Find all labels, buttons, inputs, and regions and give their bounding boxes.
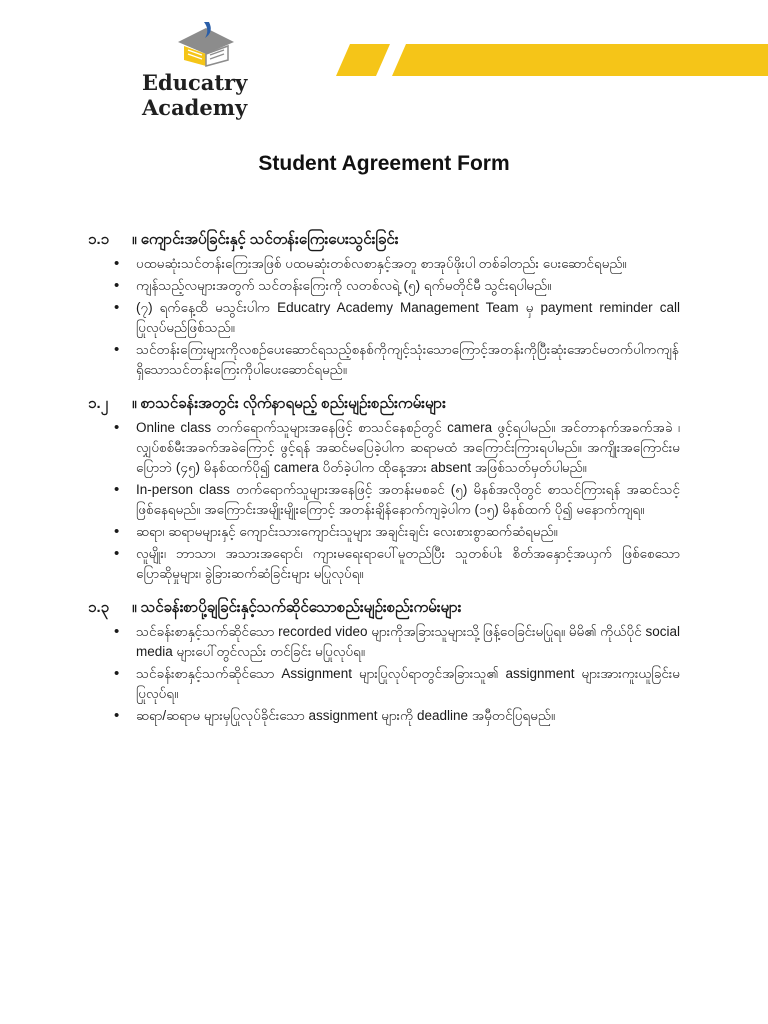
rules-list <box>88 254 680 380</box>
section-1-2 <box>88 394 680 584</box>
rules-list <box>88 418 680 584</box>
section-1-3 <box>88 598 680 726</box>
section-title: ။ စာသင်ခန်းအတွင်း လိုက်နာရမည့် စည်းမျဉ်းစည်းကမ်းများ <box>132 395 446 412</box>
section-heading <box>88 598 680 620</box>
brand-line-2: Academy <box>142 95 248 120</box>
section-1-1 <box>88 230 680 380</box>
section-number: ၁.၂ <box>88 395 108 412</box>
logo <box>140 20 240 68</box>
rules-list <box>88 622 680 726</box>
list-item: • ကျန်သည့်လများအတွက် သင်တန်းကြေးကို လတစ်လရဲ့ (၅) ရက်မတိုင်မီ သွင်းရပါမည်။ <box>88 276 680 296</box>
list-item: • လူမျိုး၊ ဘာသာ၊ အသားအရောင်၊ ကျားမရေးရာပေါ်မူတည်ပြီး သူတစ်ပါး စိတ်အနှောင့်အယှက် ဖြစ်စေသော ပြောဆိုမှုများ၊ ခွဲခြားဆက်ဆံခြင်းများ မပြုလုပ်ရ။ <box>88 544 680 584</box>
section-heading <box>88 394 680 416</box>
list-item: • သင်ခန်းစာနှင့်သက်ဆိုင်သော Assignment များပြုလုပ်ရာတွင်အခြားသူ၏ assignment များအားကူးယူခြင်းမပြုလုပ်ရ။ <box>88 664 680 704</box>
book-logo-icon <box>174 20 238 68</box>
list-item: • သင်ခန်းစာနှင့်သက်ဆိုင်သော recorded video များကိုအခြားသူများသို့ဖြန့်ဝေခြင်းမပြုရ။ မိမိ၏ ကိုယ်ပိုင် social media များပေါ်တွင်လည်း တင်ခြင်း မပြုလုပ်ရ။ <box>88 622 680 662</box>
list-item: • Online class တက်ရောက်သူများအနေဖြင့် စာသင်နေစဉ်တွင် camera ဖွင့်ရပါမည်။ အင်တာနက်အခက်အခဲ ၊ လျှပ်စစ်မီးအခက်အခဲကြောင့် ဖွင့်ရန် အဆင်မပြေခဲ့ပါက ဆရာမထံ အကြောင်းကြားရပါမည်။ အကျိုးအကြောင်းမပြောဘဲ (၄၅) မိနစ်ထက်ပို၍ camera ပိတ်ခဲ့ပါက ထိုနေ့အား absent အဖြစ်သတ်မှတ်ပါမည်။ <box>88 418 680 478</box>
list-item: • သင်တန်းကြေးများကိုလစဉ်ပေးဆောင်ရသည့်စနစ်ကိုကျင့်သုံးသောကြောင့်အတန်းကိုပြီးဆုံးအောင်မတက်ပါကကျန်ရှိသောသင်တန်းကြေးကိုပါပေးဆောင်ရမည်။ <box>88 340 680 380</box>
section-title: ။ ကျောင်းအပ်ခြင်းနှင့် သင်တန်းကြေးပေးသွင်းခြင်း <box>132 231 399 248</box>
section-number: ၁.၁ <box>88 231 110 248</box>
page-title: Student Agreement Form <box>258 152 510 175</box>
section-title: ။ သင်ခန်းစာပို့ချခြင်းနှင့်သက်ဆိုင်သောစည်းမျဉ်းစည်းကမ်းများ <box>132 599 462 616</box>
section-number: ၁.၃ <box>88 599 110 616</box>
list-item: • ဆရာ/ဆရာမ များမှပြုလုပ်ခိုင်းသော assignment များကို deadline အမှီတင်ပြရမည်။ <box>88 706 680 726</box>
section-heading <box>88 230 680 252</box>
brand-line-1: Educatry <box>142 70 248 95</box>
list-item: • (၇) ရက်နေ့ထိ မသွင်းပါက Educatry Academy Management Team မှ payment reminder call ပြုလုပ်မည်ဖြစ်သည်။ <box>88 298 680 338</box>
list-item: • ပထမဆုံးသင်တန်းကြေးအဖြစ် ပထမဆုံးတစ်လစာနှင့်အတူ စာအုပ်ဖိုးပါ တစ်ခါတည်း ပေးဆောင်ရမည်။ <box>88 254 680 274</box>
agreement-content <box>88 230 680 740</box>
brand-name <box>142 70 247 120</box>
list-item: • ဆရာ၊ ဆရာမများနှင့် ကျောင်းသားကျောင်းသူများ အချင်းချင်း လေးစားစွာဆက်ဆံရမည်။ <box>88 522 680 542</box>
decorative-stripes <box>336 44 768 76</box>
list-item: • In-person class တက်ရောက်သူများအနေဖြင့် အတန်းမစခင် (၅) မိနစ်အလိုတွင် စာသင်ကြားရန် အဆင်သင့်ဖြစ်နေရမည်။ အကြောင်းအမျိုးမျိုးကြောင့် အတန်းချိန်နောက်ကျခဲ့ပါက (၁၅) မိနစ်ထက် ပို၍ မနောက်ကျရ။ <box>88 480 680 520</box>
